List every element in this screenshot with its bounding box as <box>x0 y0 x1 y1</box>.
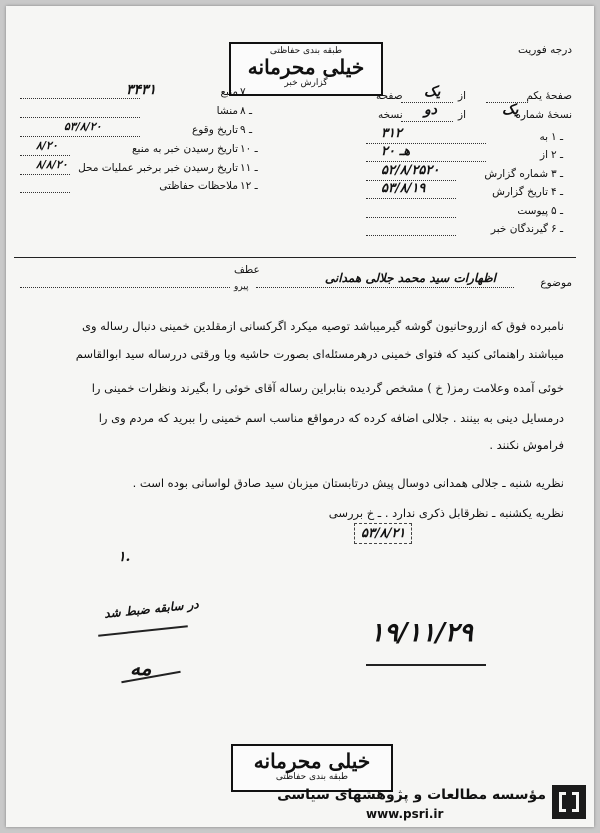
left-row-num: ۷ ـ <box>240 86 253 98</box>
body-line-6: نظریه شنبه ـ جلالی همدانی دوسال پیش درتابستان میزبان سید صادق لواسانی بوده است . <box>132 476 564 490</box>
stamp-top-main: خیلی محرمانه <box>247 55 365 79</box>
body-line-2: میباشند راهنمائی کنید که فتوای خمینی درهرمسئله‌ای بصورت حاشیه ویا ورقتی دررساله سید ابوالقاسم <box>75 347 564 361</box>
left-row-value: ۵۳/۸/۲۰ <box>64 120 102 133</box>
subject-label: موضوع <box>540 277 572 289</box>
page-line-count: یک <box>424 84 441 100</box>
right-row-num: ۲ ـ <box>551 149 564 161</box>
left-row-value: ۸/۸/۲۰ <box>36 158 68 171</box>
left-row-label: تاریخ رسیدن خبر برخبر عملیات محل <box>78 162 238 174</box>
left-row-num: ۱۱ ـ <box>240 162 258 174</box>
left-row-dots <box>20 155 70 156</box>
priority-label: درجه فوریت <box>518 44 572 56</box>
body-line-7: نظریه یکشنبه ـ نظرقابل ذکری ندارد . ـ خ بررسی <box>328 506 564 520</box>
right-row-value: ۲۰ هـ <box>381 144 411 159</box>
body-line-1: نامبرده فوق که ازروحانیون گوشه گیرمیباشد توصیه میکرد اگرکسانی ازمقلدین خمینی دنبال رساله وی <box>81 319 564 333</box>
left-note-underline <box>98 625 188 636</box>
institute-name: مؤسسه مطالعات و پژوهشهای سیاسی <box>277 787 546 803</box>
right-row-num: ۴ ـ <box>551 186 564 198</box>
left-row-dots <box>20 117 140 118</box>
left-row-label: تاریخ رسیدن خبر به منبع <box>131 143 238 155</box>
copy-line-word: نسخه <box>378 109 403 121</box>
right-row-label: از <box>540 149 548 161</box>
left-row-label: منشا <box>216 105 238 117</box>
left-row-value: ۸/۲۰ <box>36 139 58 152</box>
classification-stamp-top <box>229 42 383 96</box>
right-row-label: پیوست <box>517 205 548 217</box>
left-row-num: ۸ ـ <box>240 105 253 117</box>
copy-line-value: یک <box>502 102 519 118</box>
subject-side-ref: عطف <box>234 264 260 276</box>
page-line-word: صفحه <box>376 90 403 102</box>
date-big: ۱۹/۱۱/۲۹ <box>370 618 473 648</box>
left-note-1: ۱. <box>118 549 131 565</box>
stamp-bottom-main: خیلی محرمانه <box>253 749 371 773</box>
initials: مه <box>130 656 152 680</box>
right-row-value: ۳۱۲ <box>381 126 402 141</box>
right-row-label: گیرندگان خبر <box>490 223 548 235</box>
right-row-label: به <box>539 131 548 143</box>
copy-line-from: از <box>458 109 466 121</box>
left-row-dots <box>20 192 70 193</box>
stamp-bottom-below: طبقه بندی حفاظتی <box>275 772 349 782</box>
right-row-num: ۵ ـ <box>551 205 564 217</box>
left-row-label: ملاحظات حفاظتی <box>159 180 238 192</box>
left-row-num: ۱۰ ـ <box>240 143 258 155</box>
left-row-label: منبع <box>220 86 238 98</box>
left-row-dots <box>20 98 140 99</box>
left-row-num: ۱۲ ـ <box>240 180 258 192</box>
classification-stamp-bottom <box>231 744 393 792</box>
stamp-top-below: گزارش خبر <box>284 78 328 88</box>
left-row-num: ۹ ـ <box>240 124 253 136</box>
body-line-5: فراموش نکنند . <box>489 438 564 452</box>
stamp-date: ۵۳/۸/۲۱ <box>354 523 412 544</box>
subject-text: اظهارات سید محمد جلالی همدانی <box>324 271 496 285</box>
body-line-3: خوئی آمده وعلامت رمز( خ ) مشخص گردیده بنابراین رساله آقای خوئی را بگیرند ونظرات خمینی را <box>91 381 564 395</box>
left-row-label: تاریخ وقوع <box>191 124 238 136</box>
body-line-4: درمسایل دینی به بینند . جلالی اضافه کرده که درمواقع مناسب اسم خمینی را ببرید که مردم وی را <box>98 411 564 425</box>
stamp-top-above: طبقه بندی حفاظتی <box>269 46 343 56</box>
separator-line <box>14 257 576 258</box>
right-row-dots <box>366 198 456 199</box>
right-row-num: ۱ ـ <box>551 131 564 143</box>
left-note-2: در سابقه ضبط شد <box>103 597 200 621</box>
subject-side-ref2: پیرو <box>234 282 249 292</box>
right-row-label: شماره گزارش <box>484 168 548 180</box>
left-row-dots <box>20 136 140 137</box>
institute-url: www.psri.ir <box>366 807 444 821</box>
right-row-dots <box>366 161 486 162</box>
document-page <box>6 6 594 827</box>
right-row-num: ۶ ـ <box>551 223 564 235</box>
right-row-value: ۵۲/۸/۲۵۲۰ <box>381 163 440 178</box>
left-row-dots <box>20 174 70 175</box>
right-row-dots <box>366 235 456 236</box>
right-row-value: ۵۳/۸/۱۹ <box>381 181 426 196</box>
copy-line-count: دو <box>424 102 437 118</box>
page-line-from: از <box>458 90 466 102</box>
right-row-dots <box>366 217 456 218</box>
date-big-underline <box>366 664 486 666</box>
copy-line-label: نسخهٔ شماره <box>515 109 572 121</box>
right-row-label: تاریخ گزارش <box>492 186 548 198</box>
institute-logo <box>552 785 586 819</box>
left-row-value: ۳۴۳۱ <box>126 82 157 98</box>
page-line-label: صفحهٔ یکم <box>526 90 572 102</box>
right-row-num: ۳ ـ <box>551 168 564 180</box>
